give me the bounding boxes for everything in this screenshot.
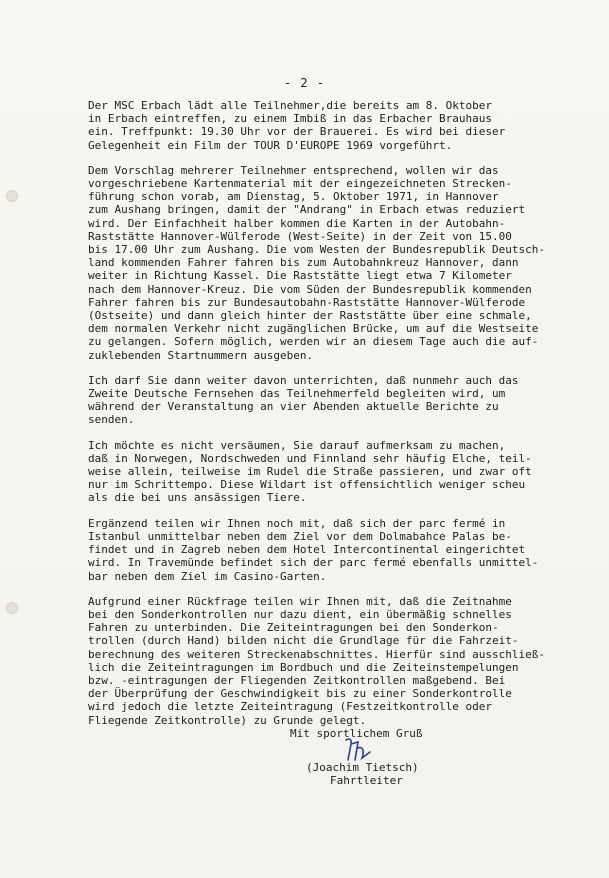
text-line: Ich darf Sie dann weiter davon unterrichten, daß nunmehr auch das: [88, 373, 519, 387]
text-line: während der Veranstaltung an vier Abenden aktuelle Berichte zu: [88, 400, 499, 414]
text-line: der Überprüfung der Geschwindigkeit bis zu einer Sonderkontrolle: [88, 687, 512, 701]
text-line: Zweite Deutsche Fernsehen das Teilnehmerfeld begleiten wird, um: [88, 387, 506, 401]
signatory-role: Fahrtleiter: [330, 774, 403, 788]
paragraph: [88, 164, 558, 362]
paragraph: [88, 374, 558, 427]
text-line: bis 17.00 Uhr zum Aushang. Die vom Westen der Bundesrepublik Deutsch-: [88, 243, 545, 257]
text-line: land kommenden Fahrer fahren bis zum Autobahnkreuz Hannover, dann: [88, 256, 519, 270]
paragraph: [88, 517, 558, 583]
text-line: (Ostseite) und dann gleich hinter der Raststätte über eine schmale,: [88, 309, 532, 323]
text-line: in Erbach eintreffen, zu einem Imbiß in das Erbacher Brauhaus: [88, 112, 492, 126]
text-line: wird. In Travemünde befindet sich der parc fermé ebenfalls unmittel-: [88, 556, 539, 570]
text-line: trollen (durch Hand) bilden nicht die Grundlage für die Fahrzeit-: [88, 634, 519, 648]
closing-greeting: Mit sportlichem Gruß: [290, 727, 423, 740]
text-line: bei den Sonderkontrollen nur dazu dient, ein übermäßig schnelles: [88, 607, 512, 621]
text-line: vorgeschriebene Kartenmaterial mit der eingezeichneten Strecken-: [88, 177, 512, 191]
text-line: findet und in Zagreb neben dem Hotel Intercontinental eingerichtet: [88, 543, 526, 557]
text-line: weise allein, teilweise im Rudel die Straße passieren, und zwar oft: [88, 465, 532, 479]
text-line: senden.: [88, 413, 135, 427]
text-line: Raststätte Hannover-Wülferode (West-Seite) in der Zeit von 15.00: [88, 229, 512, 243]
text-line: dem normalen Verkehr nicht zugänglichen Brücke, um auf die Westseite: [88, 322, 539, 336]
text-line: führung schon vorab, am Dienstag, 5. Oktober 1971, in Hannover: [88, 190, 499, 204]
text-line: Ich möchte es nicht versäumen, Sie darauf aufmerksam zu machen,: [88, 438, 506, 452]
text-line: zu gelangen. Sofern möglich, werden wir an diesem Tage auch die auf-: [88, 335, 539, 349]
text-line: wird jedoch die letzte Zeiteintragung (Festzeitkontrolle oder: [88, 700, 492, 714]
letter-closing: [290, 727, 490, 788]
text-line: Fliegende Zeitkontrolle) zu Grunde gelegt.: [88, 713, 367, 727]
text-line: weiter in Richtung Kassel. Die Raststätte liegt etwa 7 Kilometer: [88, 269, 512, 283]
text-line: wird. Der Einfachheit halber kommen die Karten in der Autobahn-: [88, 216, 506, 230]
text-line: als die bei uns ansässigen Tiere.: [88, 491, 307, 505]
text-line: Fahren zu unterbinden. Die Zeiteintragungen bei den Sonderkon-: [88, 621, 499, 635]
text-line: Der MSC Erbach lädt alle Teilnehmer,die bereits am 8. Oktober: [88, 99, 492, 112]
text-line: Istanbul unmittelbar neben dem Ziel vor dem Dolmabahce Palas be-: [88, 529, 512, 543]
text-line: Dem Vorschlag mehrerer Teilnehmer entsprechend, wollen wir das: [88, 163, 499, 177]
text-line: Aufgrund einer Rückfrage teilen wir Ihnen mit, daß die Zeitnahme: [88, 594, 512, 608]
text-line: nur im Schrittempo. Diese Wildart ist offensichtlich weniger scheu: [88, 478, 526, 492]
text-line: zuklebenden Startnummern ausgeben.: [88, 348, 314, 362]
text-line: Ergänzend teilen wir Ihnen noch mit, daß sich der parc fermé in: [88, 516, 506, 530]
punch-hole: [6, 190, 18, 202]
text-line: nach dem Hannover-Kreuz. Die vom Süden der Bundesrepublik kommenden: [88, 282, 532, 296]
text-line: zum Aushang bringen, damit der "Andrang" in Erbach etwas reduziert: [88, 203, 526, 217]
paragraph: [88, 439, 558, 505]
letter-body: [88, 99, 558, 739]
text-line: bzw. -eintragungen der Fliegenden Zeitkontrollen maßgebend. Bei: [88, 673, 506, 687]
text-line: Fahrer fahren bis zur Bundesautobahn-Raststätte Hannover-Wülferode: [88, 295, 526, 309]
text-line: Gelegenheit ein Film der TOUR D'EUROPE 1969 vorgeführt.: [88, 138, 453, 152]
page-number: - 2 -: [283, 76, 326, 90]
paragraph: [88, 99, 558, 152]
text-line: daß in Norwegen, Nordschweden und Finnland sehr häufig Elche, teil-: [88, 451, 532, 465]
text-line: berechnung des weiteren Streckenabschnittes. Hierfür sind ausschließ-: [88, 647, 545, 661]
text-line: ein. Treffpunkt: 19.30 Uhr vor der Brauerei. Es wird bei dieser: [88, 125, 506, 139]
punch-hole: [6, 602, 18, 614]
text-line: lich die Zeiteintragungen im Bordbuch und die Zeiteinstempelungen: [88, 660, 519, 674]
signatory-name: (Joachim Tietsch): [306, 761, 419, 775]
paragraph: [88, 595, 558, 727]
text-line: bar neben dem Ziel im Casino-Garten.: [88, 569, 327, 583]
